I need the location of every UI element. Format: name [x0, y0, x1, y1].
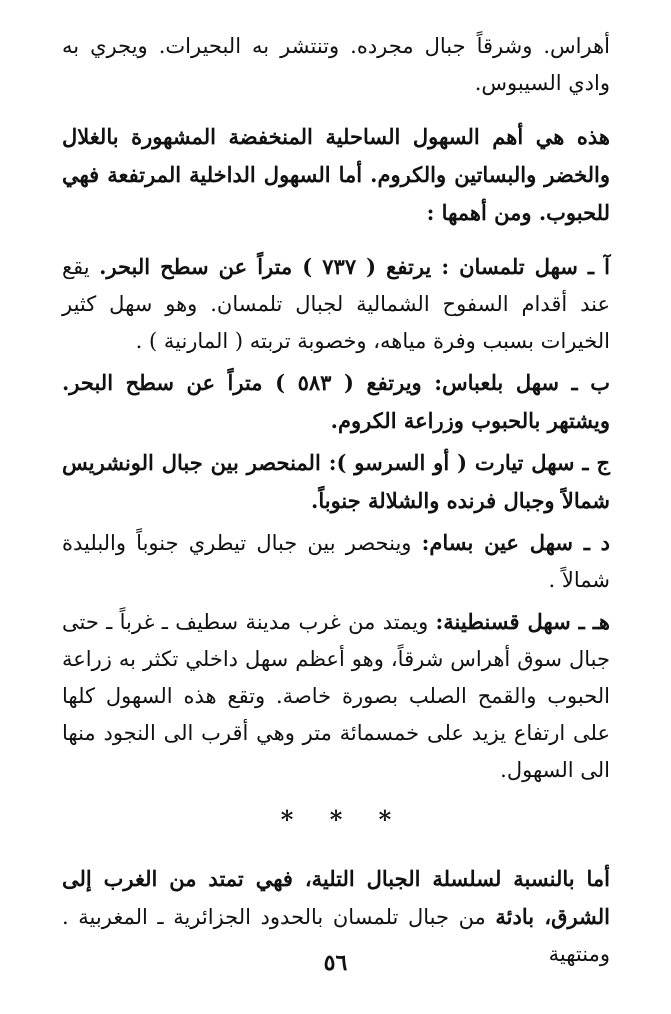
star-glyph: *	[378, 805, 392, 834]
summary-tail-text: ومن أهمها :	[426, 200, 539, 225]
paragraph-gap	[62, 232, 610, 248]
plain-body: وينحصر بين جبال تيطري جنوباً والبليدة شمالاً .	[62, 531, 610, 592]
paragraph-gap	[62, 102, 610, 118]
plain-heading: د ـ سهل عين بسام:	[421, 530, 610, 555]
plain-heading: آ ـ سهل تلمسان : يرتفع ( ٧٣٧ ) متراً عن سطح البحر.	[99, 254, 610, 279]
plain-heading: ب ـ سهل بلعباس: ويرتفع ( ٥٨٣ ) متراً عن سطح البحر.	[62, 370, 611, 395]
summary-paragraph	[62, 118, 610, 232]
plain-item	[62, 603, 610, 789]
summary-bold-text: هذه هي أهم السهول الساحلية المنخفضة المشهورة بالغلال والخضر والبساتين والكروم. أما السهول الداخلية المرتفعة فهي للحبوب.	[62, 124, 610, 225]
plain-body: ويمتد من غرب مدينة سطيف ـ غرباً ـ حتى جبال سوق أهراس شرقاً، وهو أعظم سهل داخلي تكثر به زراعة الحبوب والقمح الصلب بصورة خاصة. وتقع هذه السهول كلها على ارتفاع يزيد على خمسمائة متر وهي أقرب الى النجود منها الى السهول.	[62, 610, 610, 782]
plain-item	[62, 364, 610, 440]
closing-bold-text: أما بالنسبة لسلسلة الجبال التلية، فهي تمتد من الغرب إلى الشرق، بادئة	[62, 866, 610, 929]
plain-item	[62, 248, 610, 360]
star-glyph: *	[280, 805, 294, 834]
plain-body: يقع عند أقدام السفوح الشمالية لجبال تلمسان. وهو سهل كثير الخيرات بسبب وفرة مياهه، وخصوبة تربته ( المارنية ) .	[62, 255, 610, 353]
page-body	[62, 28, 610, 973]
plain-item	[62, 524, 610, 599]
page-number: ٥٦	[323, 950, 348, 976]
plain-heading: هـ ـ سهل قسنطينة:	[435, 609, 611, 634]
closing-rest-text: من جبال تلمسان بالحدود الجزائرية ـ المغربية . ومنتهية	[62, 905, 610, 966]
plain-heading: ج ـ سهل تيارت ( أو السرسو ): المنحصر بين جبال الونشريس شمالاً وجبال فرنده والشلالة جنوباً.	[62, 450, 610, 513]
plain-body: ويشتهر بالحبوب وزراعة الكروم.	[330, 408, 610, 433]
plain-item	[62, 444, 610, 520]
intro-paragraph: أهراس. وشرقاً جبال مجرده. وتنتشر به البحيرات. ويجري به وادي السيبوس.	[62, 34, 610, 95]
section-separator	[62, 801, 610, 838]
star-glyph: *	[329, 805, 343, 834]
